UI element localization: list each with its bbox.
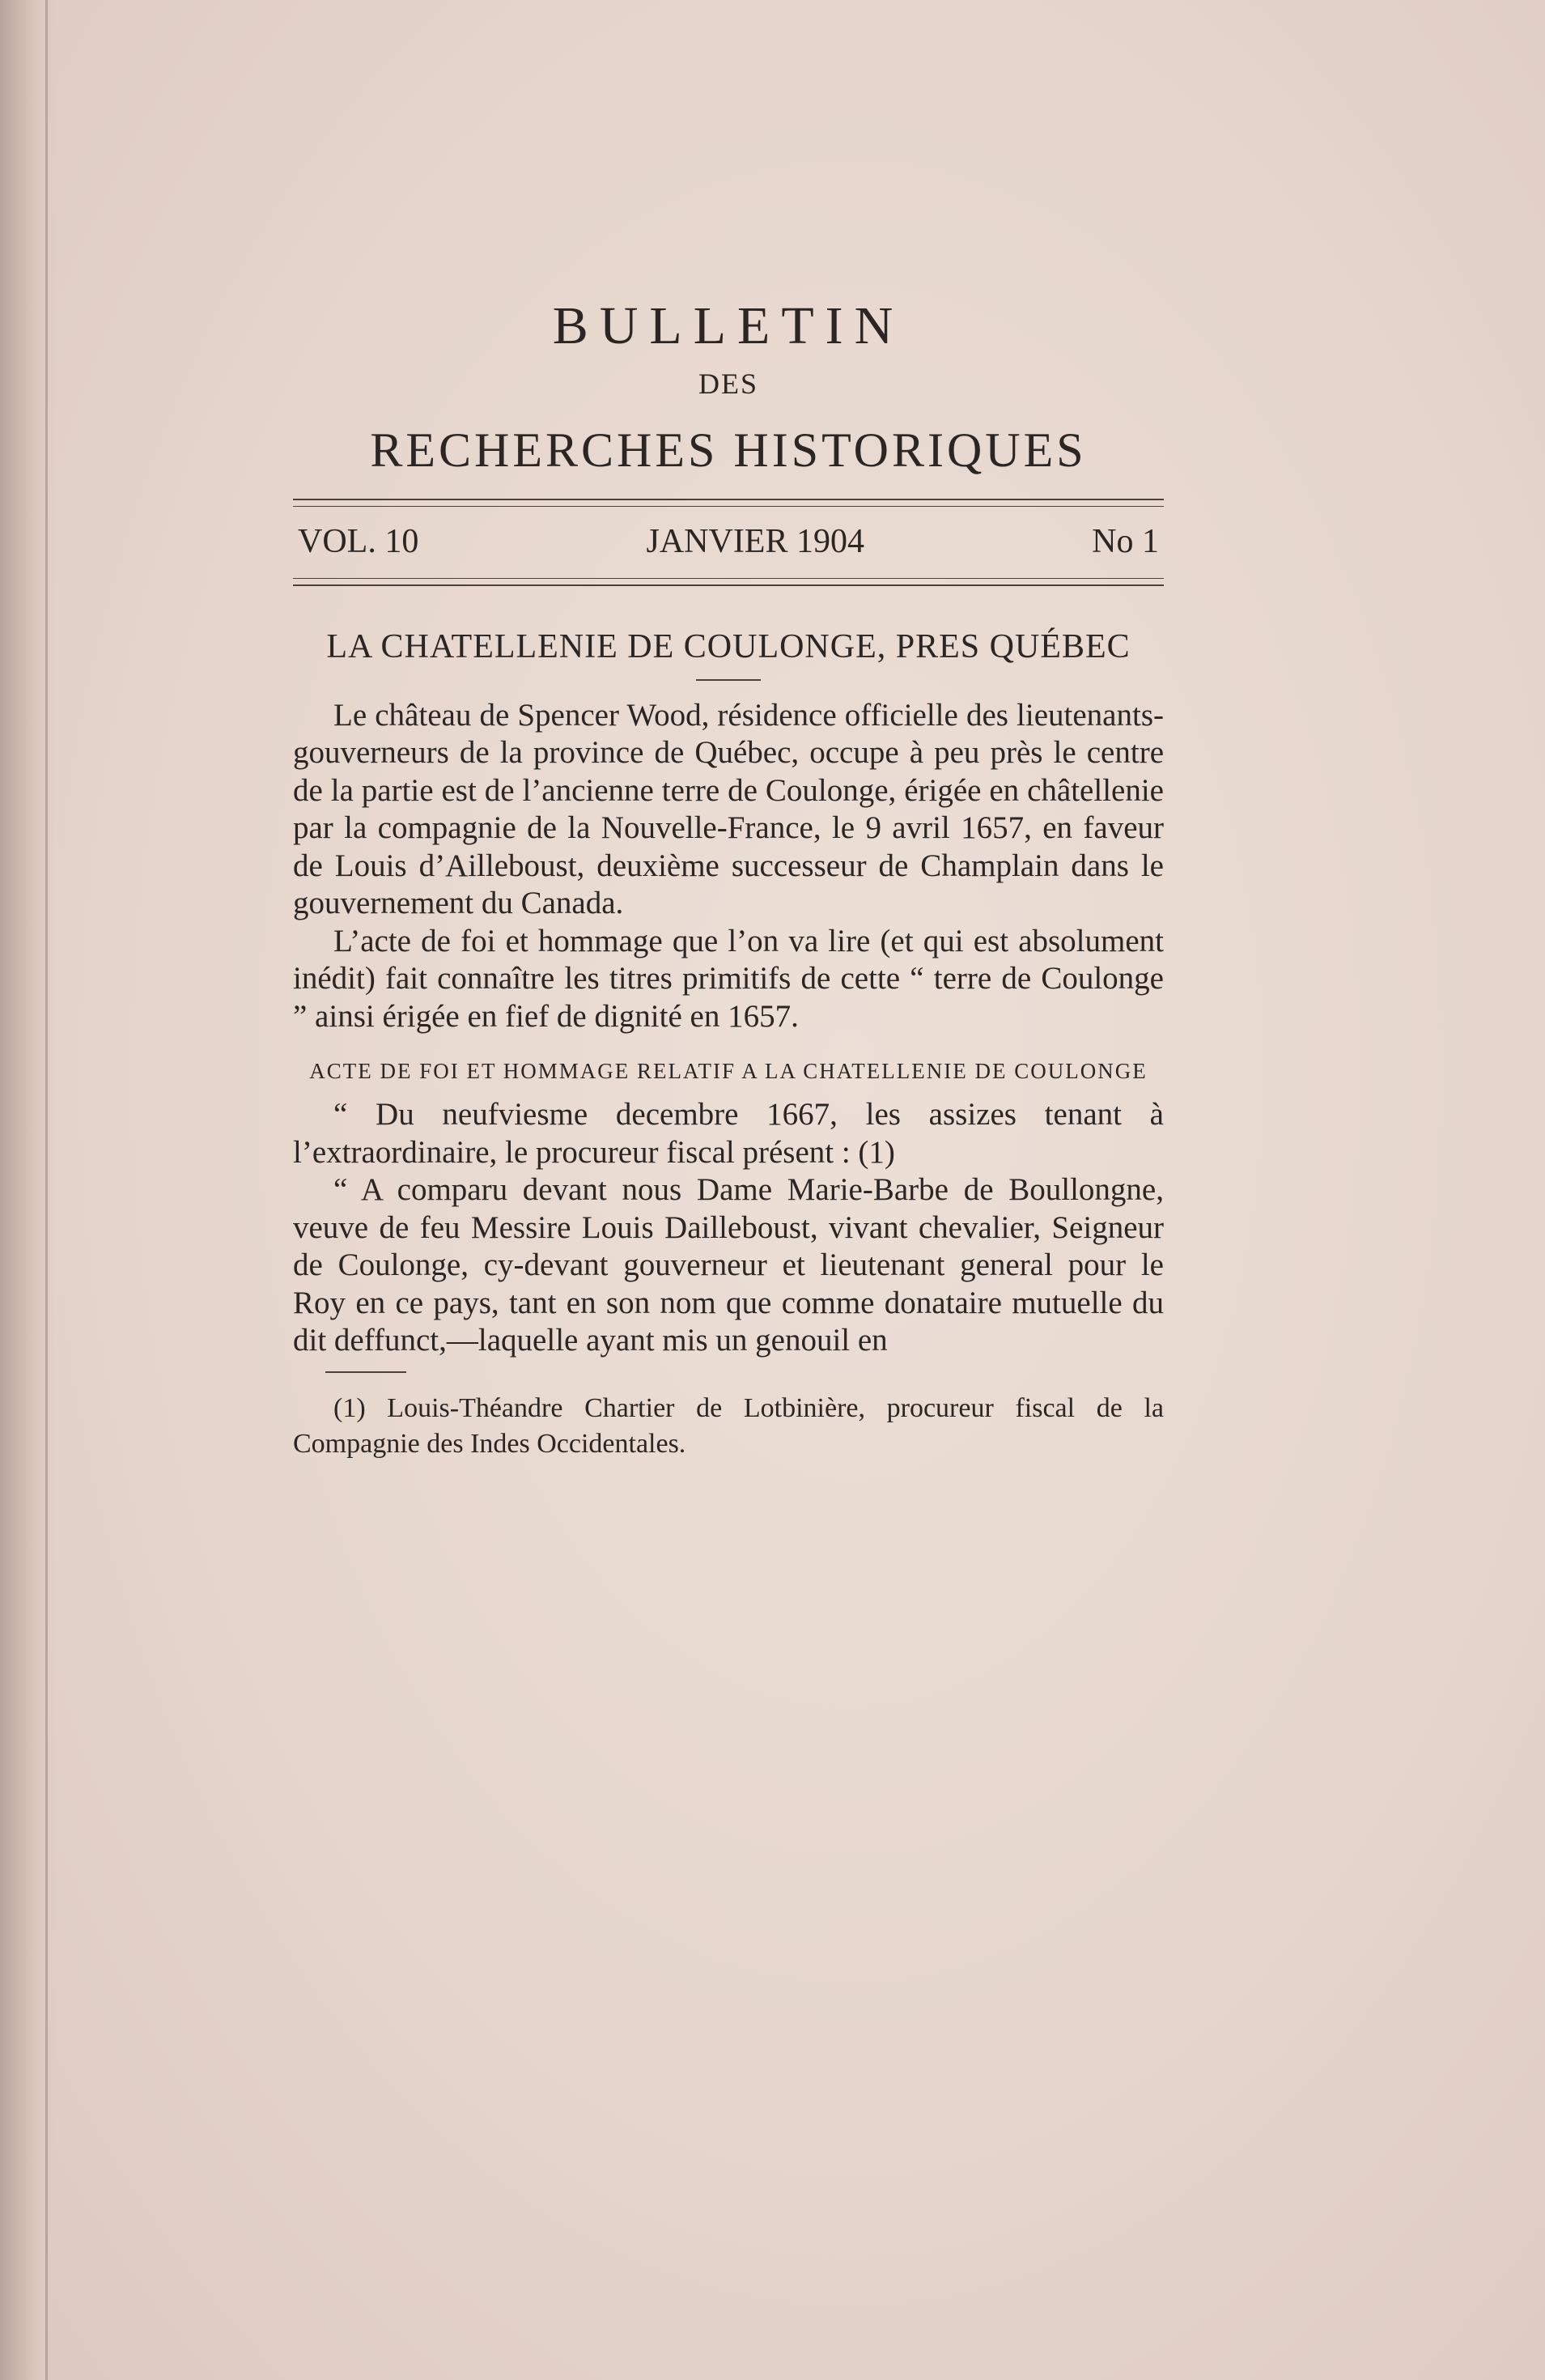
masthead-divider-bottom	[293, 578, 1164, 586]
issue-line	[298, 523, 1159, 560]
masthead-des: DES	[698, 368, 758, 400]
article-title: LA CHATELLENIE DE COULONGE, PRES QUÉBEC	[326, 628, 1131, 666]
masthead-divider-top	[293, 499, 1164, 507]
binding-gutter	[0, 0, 57, 2380]
issue-date: JANVIER 1904	[646, 523, 864, 560]
article-paragraph: L’acte de foi et hommage que l’on va lire (et qui est absolument inédit) fait connaître les titres primitifs de cette “ terre de Coulonge ” ainsi érigée en fief de dignité en 1657.	[293, 923, 1164, 1034]
footnote: (1) Louis-Théandre Chartier de Lotbinière, procureur fiscal de la Compagnie des Indes Occidentales.	[293, 1392, 1164, 1459]
page-content	[293, 296, 1164, 1490]
section-heading: ACTE DE FOI ET HOMMAGE RELATIF A LA CHATELLENIE DE COULONGE	[309, 1059, 1148, 1084]
section-paragraph: “ Du neufviesme decembre 1667, les assizes tenant à l’extraordinaire, le procureur fiscal présent : (1)	[293, 1097, 1164, 1170]
issue-number: No 1	[1092, 523, 1159, 560]
binding-edge-line	[45, 0, 48, 2380]
issue-volume: VOL. 10	[298, 523, 419, 560]
masthead-title: BULLETIN	[552, 296, 905, 355]
article-paragraph: Le château de Spencer Wood, résidence officielle des lieutenants-gouverneurs de la province de Québec, occupe à peu près le centre de la partie est de l’ancienne terre de Coulonge, érigée en châtellenie par la compagnie de la Nouvelle-France, le 9 avril 1657, en faveur de Louis d’Ailleboust, deuxième successeur de Champlain dans le gouvernement du Canada.	[293, 697, 1164, 921]
masthead-subtitle: RECHERCHES HISTORIQUES	[370, 423, 1087, 477]
section-paragraph: “ A comparu devant nous Dame Marie-Barbe de Boullongne, veuve de feu Messire Louis Dailleboust, vivant chevalier, Seigneur de Coulonge, cy-devant gouverneur et lieutenant general pour le Roy en ce pays, tant en son nom que comme donataire mutuelle du dit deffunct,—laquelle ayant mis un genouil en	[293, 1172, 1164, 1358]
footnote-divider	[325, 1371, 406, 1373]
title-divider	[696, 679, 761, 681]
